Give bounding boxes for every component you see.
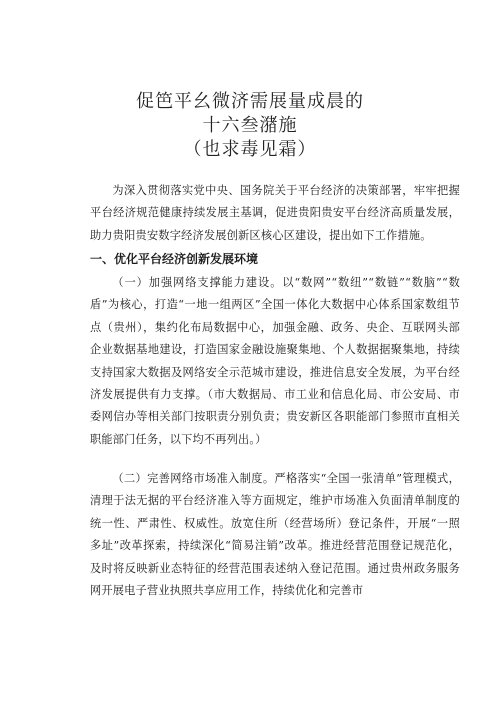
document-title-line-2: 十六叁潴施	[202, 115, 298, 136]
document-title-line-3: （也求毒见霜）	[183, 139, 317, 160]
paragraph-1: （一）加强网络支撑能力建设。以“数网”“数纽”“数链”“数脑”“数盾”为核心，打造“一地一组两区”全国一体化大数据中心体系国家数组节点（贵州），集约化布局数据中心，加强金融、政务、央企、互联网头部企业数据基地建设，打造国家金融设施聚集地、个人数据据聚集地，持续支持国家大数据及网络安全示范城市建设，推进信息安全发展，为平台经济发展提供有力支撑。（市大数据局、市工业和信息化局、市公安局、市委网信办等相关部门按职责分别负责；贵安新区各职能部门参照市直相关职能部门任务，以下均不再列出。）	[90, 276, 460, 446]
paragraph-2: （二）完善网络市场准入制度。严格落实“全国一张清单”管理模式，清理于法无据的平台经济准入等方面规定，维护市场准入负面清单制度的统一性、严肃性、权威性。放宽住所（经营场所）登记条件，开展“一照多址”改革探索，持续深化“简易注销”改革。推进经营范围登记规范化，及时将反映新业态特征的经营范围表述纳入登记范围。通过贵州政务服务网开展电子营业执照共享应用工作，持续优化和完善市	[90, 472, 460, 598]
intro-paragraph: 为深入贯彻落实党中央、国务院关于平台经济的决策部署，牢牢把握平台经济规范健康持续发展主基调，促进贵阳贵安平台经济高质量发展，助力贵阳贵安数字经济发展创新区核心区建设，提出如下工作措施。	[90, 184, 460, 242]
document-title-line-1: 促笆平幺微济需展量成晨的	[136, 91, 364, 112]
section-1-heading: 一、优化平台经济创新发展环境	[90, 252, 259, 266]
